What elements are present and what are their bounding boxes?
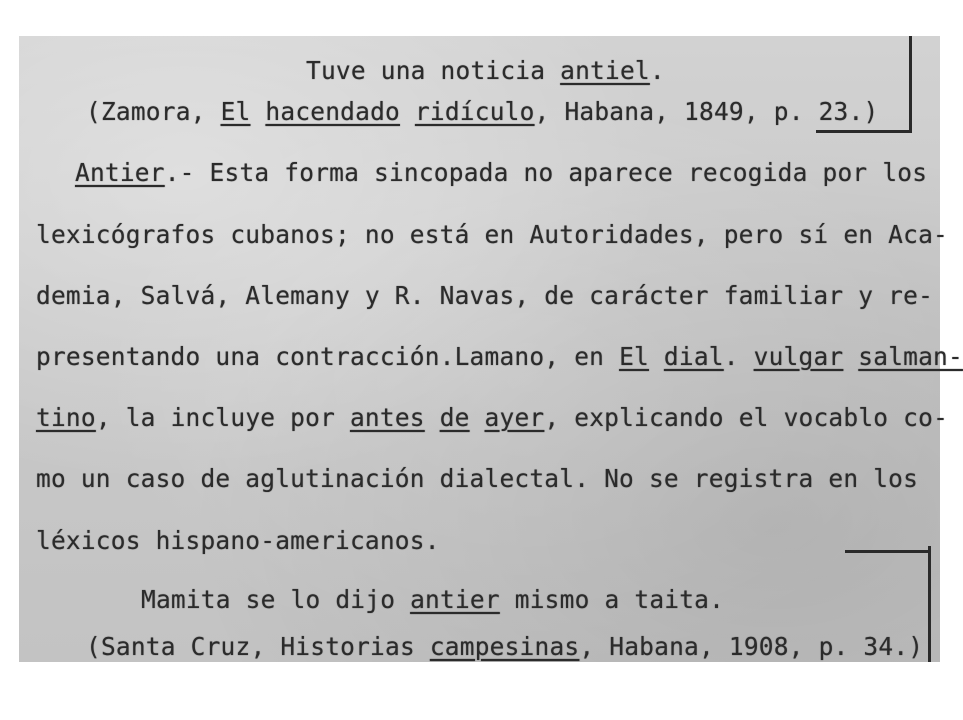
entry-line-5	[36, 403, 948, 433]
citation-1-title-space-2	[400, 97, 415, 126]
entry-line-4-text: presentando una contracción.Lamano, en	[36, 342, 620, 371]
entry-line-4-underlined-3: vulgar	[753, 342, 844, 371]
entry-line-4-underlined-2: dial	[663, 342, 724, 371]
top-right-vertical-mark	[909, 36, 912, 132]
entry-line-6: mo un caso de aglutinación dialectal. No se registra en los	[36, 464, 919, 493]
citation-2-quote-text: Mamita se lo dijo	[141, 585, 411, 614]
entry-line-4	[36, 342, 963, 372]
citation-1-title-word-2: hacendado	[265, 97, 400, 126]
entry-line-4-underlined-1: El	[619, 342, 649, 371]
entry-line-5-end: , explicando el vocablo co-	[544, 403, 949, 432]
citation-1-quote-text: Tuve una noticia	[306, 56, 561, 85]
entry-line-4-underlined-4: salman-	[858, 342, 963, 371]
entry-line-4-separator: .	[723, 342, 754, 371]
citation-1-source	[86, 97, 878, 127]
entry-line-5-underlined-4: ayer	[484, 403, 545, 432]
entry-line-5-text: , la incluye por	[95, 403, 350, 432]
citation-2-quote-end: mismo a taita.	[499, 585, 725, 614]
entry-headword: Antier	[75, 158, 165, 187]
citation-2-title-underlined-word: campesinas	[429, 632, 580, 661]
top-right-horizontal-mark	[816, 130, 912, 133]
entry-line-5-underlined-3: de	[439, 403, 470, 432]
bottom-right-horizontal-mark	[845, 550, 931, 553]
citation-1-source-author: (Zamora,	[86, 97, 221, 126]
entry-line-4-space-1	[649, 342, 664, 371]
entry-line-7: léxicos hispano-americanos.	[36, 526, 440, 555]
citation-2-quote-underlined-word: antier	[410, 585, 500, 614]
citation-1-quote	[306, 56, 665, 86]
citation-1-quote-end: .	[649, 56, 665, 85]
citation-1-title-space-1	[250, 97, 265, 126]
citation-1-quote-underlined-word: antiel	[560, 56, 650, 85]
citation-2-source-author: (Santa Cruz, Historias	[86, 632, 430, 661]
entry-line-5-underlined-1: tino	[36, 403, 96, 432]
entry-line-1-text: .- Esta forma sincopada no aparece recogida por los	[164, 158, 928, 187]
entry-line-4-space-2	[843, 342, 858, 371]
citation-1-source-details: , Habana, 1849, p. 23.)	[534, 97, 879, 126]
entry-line-5-underlined-2: antes	[349, 403, 425, 432]
citation-1-title-word-1: El	[220, 97, 251, 126]
entry-line-5-space-1	[425, 403, 440, 432]
scanned-page	[19, 36, 963, 662]
citation-2-source	[86, 632, 923, 662]
bottom-right-vertical-mark	[928, 546, 931, 662]
entry-line-1	[75, 158, 927, 188]
entry-line-5-space-2	[470, 403, 485, 432]
entry-line-3: demia, Salvá, Alemany y R. Navas, de carácter familiar y re-	[36, 281, 934, 310]
citation-1-title-word-3: ridículo	[414, 97, 535, 126]
citation-2-quote	[141, 585, 724, 615]
entry-line-2: lexicógrafos cubanos; no está en Autoridades, pero sí en Aca-	[36, 220, 948, 249]
citation-2-source-details: , Habana, 1908, p. 34.)	[579, 632, 924, 661]
